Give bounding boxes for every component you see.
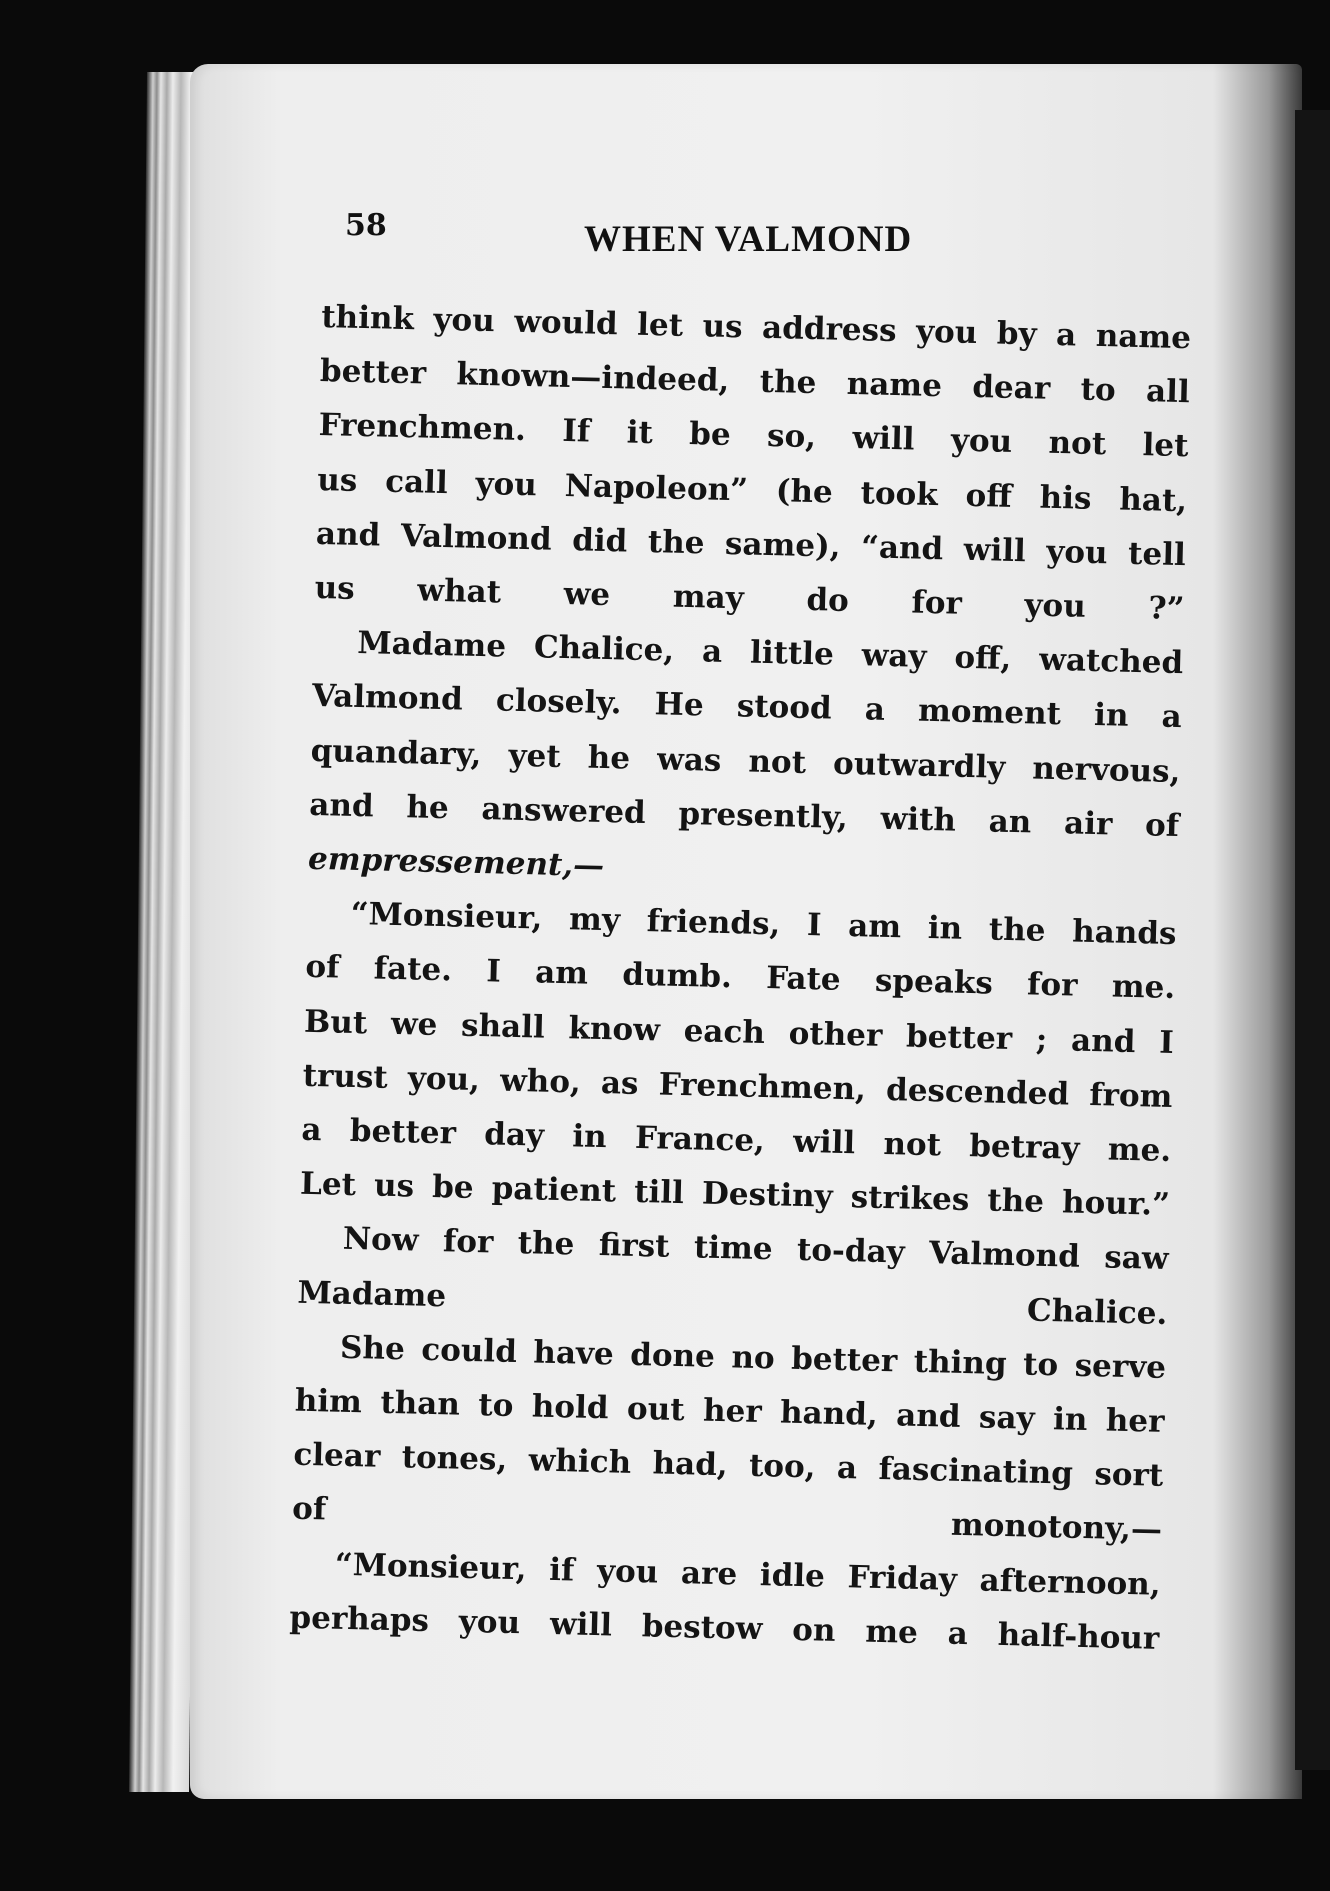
word: his <box>1039 479 1092 517</box>
word: same), <box>724 525 841 565</box>
word: on <box>791 1611 836 1649</box>
word: you, <box>407 1060 481 1098</box>
word: Valmond <box>400 517 553 558</box>
word: he <box>406 789 450 827</box>
word: not <box>748 743 807 781</box>
word: too, <box>748 1448 816 1486</box>
word: me. <box>1107 1131 1172 1170</box>
word: from <box>1088 1076 1173 1115</box>
word: not <box>1048 425 1107 463</box>
word: of <box>305 949 340 987</box>
word: with <box>880 800 957 839</box>
word: a <box>864 691 886 729</box>
word: “Monsieur, <box>334 1546 527 1588</box>
word: in <box>571 1118 608 1156</box>
word: be <box>688 416 732 454</box>
word: Fate <box>765 960 842 999</box>
word: hat, <box>1118 481 1188 519</box>
text-line: Madame Chalice. <box>297 1274 1168 1332</box>
word: would <box>513 303 619 343</box>
text-line: us what we may do for you ?” <box>314 569 1185 628</box>
body-text <box>289 290 1192 1666</box>
word: hand, <box>779 1394 879 1433</box>
word: Friday <box>847 1558 958 1598</box>
word: was <box>656 740 722 779</box>
word: “Monsieur, <box>350 896 543 937</box>
word: a <box>1161 699 1183 736</box>
word: in <box>1052 1401 1088 1439</box>
word: us <box>702 308 744 346</box>
word: thing <box>913 1343 1008 1382</box>
word: her <box>1105 1402 1165 1440</box>
word: known—indeed, <box>456 356 730 400</box>
word: and <box>315 515 381 554</box>
word: sort <box>1093 1456 1164 1495</box>
word: dumb. <box>621 956 733 996</box>
text-line: of monotony,— <box>291 1491 1163 1549</box>
word: if <box>548 1551 575 1589</box>
word: us <box>316 461 358 499</box>
word: her <box>702 1392 763 1431</box>
paragraph-5 <box>292 1320 1167 1558</box>
word: which <box>528 1442 632 1482</box>
word: I <box>806 907 822 944</box>
word: not <box>883 1126 942 1164</box>
word: will <box>852 420 915 458</box>
facing-page-shadow <box>1295 110 1330 1770</box>
word: Valmond <box>928 1235 1081 1276</box>
word: descended <box>885 1071 1070 1113</box>
word: other <box>788 1015 883 1054</box>
word: tones, <box>401 1439 508 1479</box>
word: air <box>1063 805 1113 843</box>
word: in <box>927 910 963 948</box>
word: in <box>1093 697 1129 735</box>
text-line: Let us be patient till Destiny strikes the hour.” <box>299 1165 1171 1224</box>
word: me <box>864 1613 919 1651</box>
word: yet <box>508 737 562 775</box>
word: half-hour <box>997 1616 1160 1657</box>
word: out <box>626 1390 686 1429</box>
word: all <box>1145 373 1191 411</box>
word: moment <box>917 693 1062 733</box>
word: perhaps <box>289 1599 430 1639</box>
word: so, <box>766 418 817 456</box>
word: serve <box>1074 1347 1167 1386</box>
word: “and <box>860 529 944 568</box>
word: and <box>1070 1022 1136 1060</box>
word: way <box>861 637 927 676</box>
word: no <box>730 1339 776 1377</box>
word: will <box>963 531 1027 570</box>
word: done <box>629 1336 716 1375</box>
word: of <box>1144 807 1180 844</box>
word: know <box>568 1009 661 1049</box>
word: you <box>915 313 978 352</box>
word: will <box>792 1123 856 1162</box>
word: He <box>654 686 705 724</box>
word: Frenchmen, <box>658 1066 867 1108</box>
word: you <box>1045 533 1109 572</box>
word: he <box>587 739 631 777</box>
word: Madame <box>356 625 507 665</box>
word: hold <box>531 1388 609 1427</box>
paragraph-3 <box>299 886 1177 1232</box>
word: took <box>860 474 939 513</box>
word: speaks <box>874 963 994 1003</box>
word: If <box>561 413 591 450</box>
word: saw <box>1103 1239 1169 1278</box>
word: betray <box>968 1128 1080 1167</box>
word: quandary, <box>310 732 482 773</box>
word: off <box>965 477 1013 515</box>
word: a <box>947 1615 969 1653</box>
word: as <box>600 1064 639 1102</box>
word: dear <box>971 369 1051 408</box>
word: are <box>680 1554 738 1593</box>
word: trust <box>302 1057 389 1096</box>
paragraph-1 <box>314 290 1192 636</box>
word: Valmond <box>311 678 464 718</box>
word: address <box>761 309 897 350</box>
word: let <box>1142 427 1189 465</box>
word: shall <box>460 1007 546 1046</box>
word: to <box>477 1387 514 1425</box>
word: my <box>568 901 621 939</box>
word: we <box>390 1005 438 1043</box>
word: you <box>458 1603 521 1642</box>
word: stood <box>736 688 833 727</box>
word: could <box>420 1331 518 1370</box>
word: an <box>988 803 1032 841</box>
paragraph-2 <box>307 615 1183 907</box>
word: you <box>950 422 1013 461</box>
word: presently, <box>678 795 849 836</box>
word: for <box>442 1223 494 1261</box>
word: Now <box>342 1221 419 1260</box>
word: to <box>1080 371 1117 409</box>
word: you <box>596 1552 659 1591</box>
word: outwardly <box>832 745 1006 786</box>
word: the <box>647 523 705 562</box>
word: call <box>384 463 449 501</box>
word: answered <box>481 790 647 831</box>
word: and <box>308 786 375 825</box>
word: the <box>517 1225 575 1263</box>
word: first <box>598 1227 670 1266</box>
running-title: WHEN VALMOND <box>584 219 913 260</box>
word: to <box>1022 1346 1059 1384</box>
word: day <box>483 1116 545 1154</box>
word: say <box>978 1399 1036 1437</box>
word: I <box>485 953 502 991</box>
word: tell <box>1127 535 1187 573</box>
word: me. <box>1111 968 1176 1007</box>
word: name <box>1095 317 1192 357</box>
word: the <box>988 911 1046 950</box>
word: a <box>301 1111 323 1149</box>
word: closely. <box>495 682 622 722</box>
word: better <box>319 353 427 392</box>
word: name <box>846 366 943 405</box>
word: a <box>701 633 723 671</box>
word: each <box>683 1012 766 1051</box>
word: you <box>433 301 496 340</box>
word: did <box>571 522 628 560</box>
word: But <box>303 1003 368 1041</box>
word: a <box>1055 316 1077 354</box>
word: it <box>626 414 654 452</box>
word: will <box>549 1605 613 1644</box>
text-line-italic: empressement,— <box>307 840 605 885</box>
page-number: 58 <box>345 208 387 243</box>
word: friends, <box>646 903 781 943</box>
word: afternoon, <box>979 1562 1162 1603</box>
word: clear <box>293 1436 381 1476</box>
word: Chalice, <box>533 629 675 669</box>
word: ; <box>1035 1021 1048 1058</box>
word: you <box>475 465 538 503</box>
word: and <box>895 1397 961 1435</box>
word: little <box>749 634 835 673</box>
word: France, <box>634 1119 766 1160</box>
paragraph-4 <box>297 1211 1169 1341</box>
word: Napoleon” <box>564 467 749 509</box>
word: than <box>380 1384 461 1423</box>
word: had, <box>652 1445 729 1484</box>
word: time <box>693 1229 774 1268</box>
paragraph-6 <box>289 1536 1161 1666</box>
word: better <box>905 1018 1013 1057</box>
word: fate. <box>373 950 453 989</box>
word: the <box>759 363 817 402</box>
word: bestow <box>641 1608 763 1648</box>
word: watched <box>1038 641 1184 682</box>
word: to-day <box>796 1232 906 1271</box>
word: (he <box>775 472 834 511</box>
word: have <box>532 1334 615 1373</box>
word: him <box>294 1382 363 1421</box>
word: am <box>847 908 902 946</box>
word: let <box>636 306 684 344</box>
word: who, <box>499 1062 582 1101</box>
word: nervous, <box>1031 750 1181 790</box>
word: think <box>320 298 415 338</box>
word: by <box>996 315 1038 353</box>
word: off, <box>953 639 1012 678</box>
word: Frenchmen. <box>318 407 527 449</box>
word: better <box>349 1112 457 1152</box>
word: a <box>836 1450 858 1487</box>
word: fascinating <box>878 1451 1074 1492</box>
word: idle <box>759 1556 826 1595</box>
word: better <box>790 1340 898 1380</box>
word: I <box>1158 1024 1175 1061</box>
word: hands <box>1071 913 1177 953</box>
word: for <box>1026 966 1078 1005</box>
word: She <box>339 1329 406 1368</box>
word: am <box>534 954 589 993</box>
